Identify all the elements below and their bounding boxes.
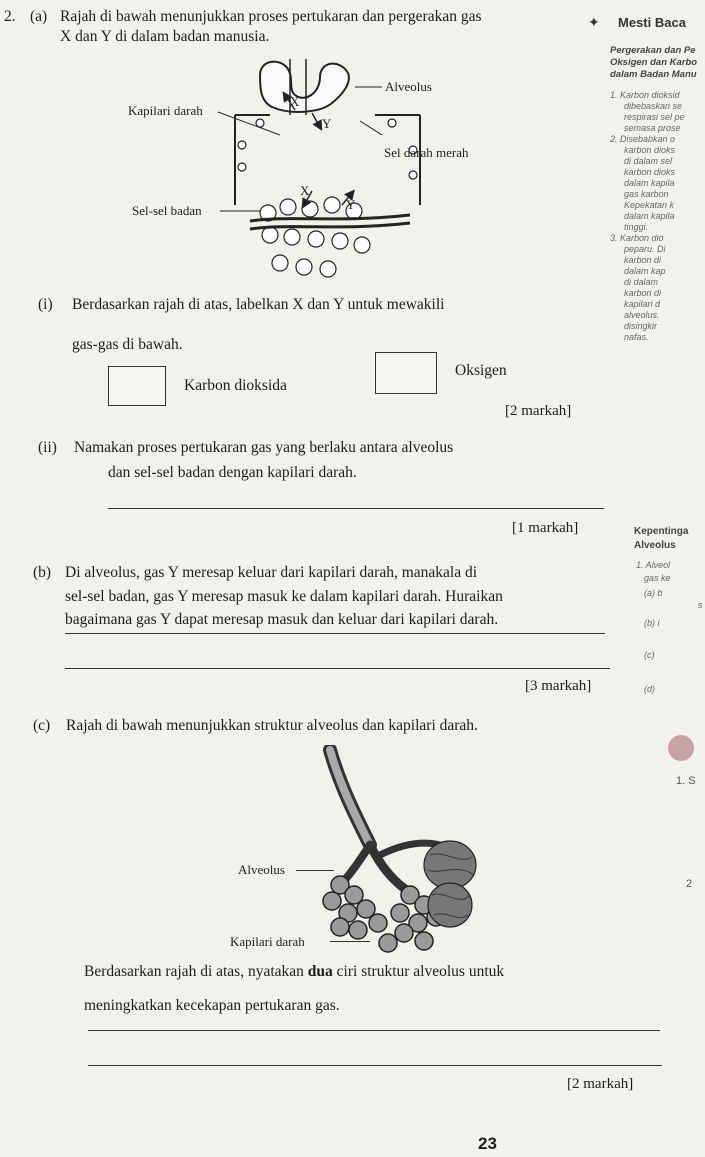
part-c-prompt-2: meningkatkan kecekapan pertukaran gas. (84, 997, 340, 1014)
side-note: tinggi. (624, 222, 649, 232)
pin-icon (668, 735, 694, 761)
side-note: respirasi sel pe (624, 112, 685, 122)
marks-a-ii: [1 markah] (512, 520, 579, 536)
side-note: dalam kapila (624, 178, 675, 188)
side-item: gas ke (644, 573, 671, 583)
label-sel-darah-merah: Sel darah merah (384, 145, 469, 160)
side-icon-item: 1. S (676, 775, 696, 787)
part-a-intro-1: Rajah di bawah menunjukkan proses pertukaran dan pergerakan gas (60, 8, 482, 25)
side-note: nafas. (624, 332, 649, 342)
label-alveolus: Alveolus (385, 79, 432, 94)
label-x-top: X (290, 94, 300, 109)
label-c-alveolus: Alveolus (238, 862, 285, 877)
part-b-line1: Di alveolus, gas Y meresap keluar dari kapilari darah, manakala di (65, 564, 478, 581)
side-note: 2. Disebabkan o (610, 134, 676, 144)
marks-a-i: [2 markah] (505, 403, 572, 419)
part-c-label: (c) (33, 717, 51, 734)
side-heading-1: Pergerakan dan Pe (610, 45, 696, 56)
part-b-line3: bagaimana gas Y dapat meresap masuk dan keluar dari kapilari darah. (65, 611, 499, 628)
label-x-bottom: X (300, 183, 310, 198)
part-a-i-line2: gas-gas di bawah. (72, 336, 183, 353)
part-c-prompt-1-a: Berdasarkan rajah di atas, nyatakan (84, 963, 308, 980)
side-note: dibebaskan se (624, 101, 683, 111)
label-kapilari-darah: Kapilari darah (128, 103, 203, 118)
label-y-bottom: Y (346, 197, 356, 212)
part-a-ii-line2: dan sel-sel badan dengan kapilari darah. (108, 464, 357, 481)
part-a-intro-2: X dan Y di dalam badan manusia. (60, 28, 270, 45)
part-a-ii-label: (ii) (38, 439, 57, 456)
side-note: 3. Karbon dio (610, 233, 664, 243)
part-a-ii-line1: Namakan proses pertukaran gas yang berlaku antara alveolus (74, 439, 454, 456)
question-number: 2. (4, 8, 16, 25)
side-item: (a) b (644, 588, 663, 598)
side-note: kapilari d (624, 299, 661, 309)
side-heading-alveolus: Alveolus (634, 540, 676, 551)
side-note: 1. Karbon dioksid (610, 90, 680, 100)
part-b-label: (b) (33, 564, 52, 581)
page-number: 23 (478, 1134, 497, 1153)
pointer-c-kapilari (330, 941, 370, 942)
marks-c: [2 markah] (567, 1076, 634, 1092)
answer-box-karbon-dioksida[interactable] (108, 366, 166, 406)
side-note: karbon dioks (624, 167, 676, 177)
label-c-kapilari: Kapilari darah (230, 934, 305, 949)
side-title: Mesti Baca (618, 15, 686, 30)
part-c-prompt-1 (84, 962, 504, 982)
side-note: karbon di (624, 255, 662, 265)
side-note: karbon dioks (624, 145, 676, 155)
side-heading-3: dalam Badan Manu (610, 69, 697, 80)
side-note: semasa prose (624, 123, 681, 133)
side-note: di dalam (624, 277, 659, 287)
answer-line-b-1[interactable] (65, 633, 605, 634)
answer-line-c-2[interactable] (88, 1065, 662, 1066)
option-oksigen: Oksigen (455, 362, 507, 379)
side-note: Kepekatan k (624, 200, 675, 210)
side-item: 1. Alveol (636, 560, 671, 570)
part-c-prompt-1-bold: dua (307, 963, 333, 980)
option-karbon-dioksida: Karbon dioksida (184, 377, 287, 394)
side-heading-kepentingan: Kepentinga (634, 526, 689, 537)
side-item: (b) i (644, 618, 660, 628)
part-c-prompt-1-b: ciri struktur alveolus untuk (332, 963, 505, 980)
side-note: dalam kapila (624, 211, 675, 221)
side-heading-2: Oksigen dan Karbo (610, 57, 698, 68)
answer-line-b-2[interactable] (65, 668, 610, 669)
alveolus-structure-diagram (300, 745, 500, 960)
label-sel-sel-badan: Sel-sel badan (132, 203, 202, 218)
side-notes (610, 90, 685, 343)
side-note: karbon di (624, 288, 662, 298)
side-note: gas karbon (624, 189, 669, 199)
side-item: (d) (644, 684, 655, 694)
label-y-top: Y (322, 116, 332, 131)
alveolus-shape (260, 62, 349, 112)
part-a-i-line1: Berdasarkan rajah di atas, labelkan X dan Y untuk mewakili (72, 296, 445, 313)
side-note: peparu. Di (624, 244, 666, 254)
side-item: (c) (644, 650, 655, 660)
side-note: disingkir (624, 321, 658, 331)
side-item: s (698, 600, 703, 610)
part-c-line1: Rajah di bawah menunjukkan struktur alveolus dan kapilari darah. (66, 717, 478, 734)
side-panel (582, 12, 705, 712)
part-b-line2: sel-sel badan, gas Y meresap masuk ke dalam kapilari darah. Huraikan (65, 588, 503, 605)
book-icon: ✦ (588, 14, 600, 30)
pointer-c-alveolus (296, 870, 334, 871)
side-note: di dalam sel (624, 156, 673, 166)
answer-line-c-1[interactable] (88, 1030, 660, 1031)
part-a-i-label: (i) (38, 296, 53, 313)
part-a-label: (a) (30, 8, 48, 25)
side-icon-item: 2 (686, 878, 693, 890)
answer-line-a-ii[interactable] (108, 508, 604, 509)
marks-b: [3 markah] (525, 678, 592, 694)
side-note: dalam kap (624, 266, 666, 276)
answer-box-oksigen[interactable] (375, 352, 437, 394)
side-note: alveolus. (624, 310, 660, 320)
